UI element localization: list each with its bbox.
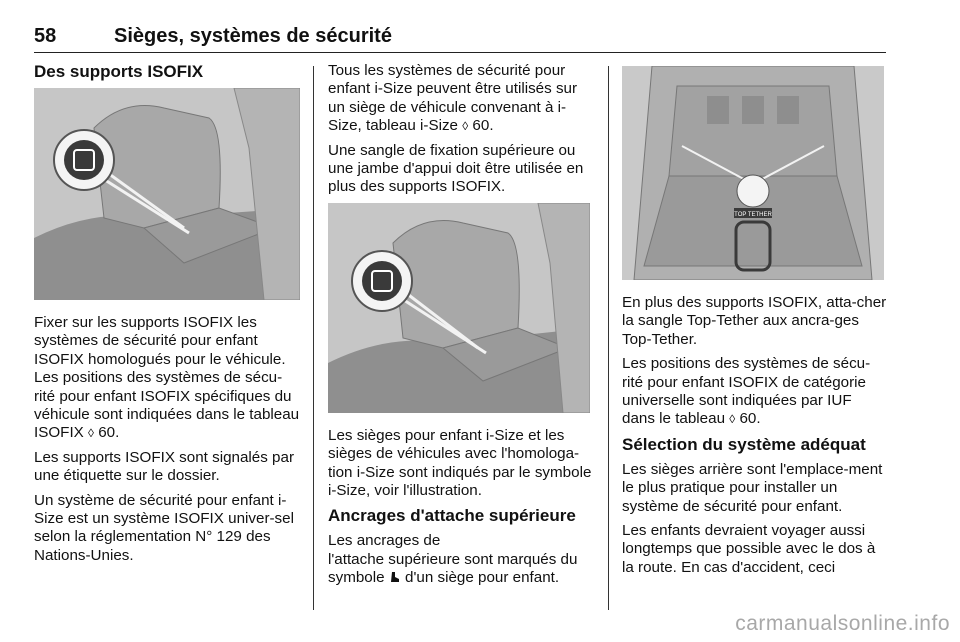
page-number: 58 [34, 25, 57, 47]
heading-top-tether-anchors: Ancrages d'attache supérieure [328, 506, 576, 526]
heading-system-selection: Sélection du système adéquat [622, 434, 866, 454]
ref-arrow-icon: ◊ [462, 119, 469, 134]
heading-isofix: Des supports ISOFIX [34, 62, 204, 81]
page-reference: 60. [472, 117, 494, 135]
paragraph-rear-facing: Les enfants devraient voyager aussi longtemps que possible avec le dos à la route. En cas d'accident, ceci [622, 522, 876, 576]
paragraph-top-tether-attach: En plus des supports ISOFIX, atta-cher la sangle Top-Tether aux ancra-ges Top-Tether. [622, 294, 887, 348]
isofix-seat-illustration [34, 88, 300, 300]
watermark: carmanualsonline.info [735, 612, 950, 635]
paragraph-top-tether-required: Une sangle de fixation supérieure ou une jambe d'appui doit être utilisée en plus des supports ISOFIX. [328, 141, 584, 196]
page-reference: 60. [739, 410, 761, 428]
paragraph-isofix-label: Les supports ISOFIX sont signalés par une étiquette sur le dossier. [34, 448, 295, 485]
column-left [34, 62, 300, 571]
column-divider [313, 66, 314, 610]
ref-arrow-icon: ◊ [729, 412, 736, 427]
paragraph-anchors-start: Les ancrages de [328, 532, 441, 550]
ref-arrow-icon: ◊ [88, 426, 94, 441]
page-header [34, 22, 886, 53]
paragraph-isize-symbol: Les sièges pour enfant i-Size et les sièges de véhicules avec l'homologa-tion i-Size sont indiqués par le symbole i-Size, voir l'illustration. [328, 426, 592, 500]
top-tether-illustration [622, 66, 884, 280]
child-seat-anchor-icon [389, 570, 401, 582]
paragraph-rear-seats: Les sièges arrière sont l'emplace-ment le plus pratique pour installer un système de sécurité pour enfant. [622, 460, 883, 515]
column-middle [328, 62, 596, 594]
paragraph-isofix-fixing: Fixer sur les supports ISOFIX les systèmes de sécurité pour enfant ISOFIX homologués pour le véhicule. Les positions des systèmes de sécu-rité pour enfant ISOFIX spécifiques du véhicule sont indiquées dans le tableau ISOFIX [34, 314, 300, 442]
column-divider [608, 66, 609, 610]
page-reference: 60. [98, 424, 120, 442]
paragraph-anchors-end: d'un siège pour enfant. [405, 569, 560, 587]
column-right [622, 62, 888, 583]
isize-seat-illustration [328, 203, 590, 413]
section-title: Sièges, systèmes de sécurité [114, 25, 392, 47]
top-tether-label: TOP TETHER [734, 212, 772, 218]
paragraph-isize-usage: Tous les systèmes de sécurité pour enfant i-Size peuvent être utilisés sur un siège de véhicule convenant à i-Size, tableau i-Size [328, 62, 578, 135]
paragraph-iuf-positions: Les positions des systèmes de sécu-rité pour enfant ISOFIX de catégorie universelle sont indiquées par IUF dans le tableau [622, 355, 871, 428]
paragraph-isize-system: Un système de sécurité pour enfant i-Size est un système ISOFIX univer-sel selon la réglementation N° 129 des Nations-Unies. [34, 491, 294, 564]
paragraph-anchors-mid: l'attache supérieure sont marqués du symbole [328, 550, 578, 587]
